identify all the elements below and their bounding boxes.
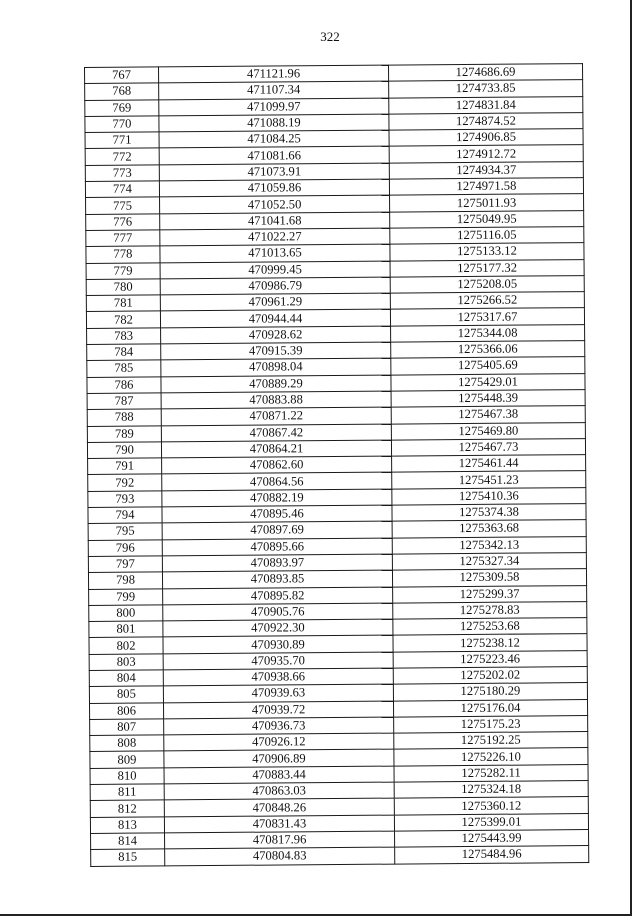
x-coordinate-cell: 470893.97 [162, 554, 392, 572]
x-coordinate-cell: 470939.72 [163, 701, 393, 719]
point-number-cell: 794 [88, 507, 162, 524]
x-coordinate-cell: 470915.39 [161, 342, 391, 360]
x-coordinate-cell: 470882.19 [162, 489, 392, 507]
y-coordinate-cell: 1275282.11 [394, 764, 588, 782]
point-number-cell: 793 [88, 491, 162, 508]
y-coordinate-cell: 1275342.13 [392, 536, 586, 554]
y-coordinate-cell: 1275405.69 [391, 357, 585, 375]
y-coordinate-cell: 1275366.06 [391, 341, 585, 359]
x-coordinate-cell: 471041.68 [160, 212, 390, 230]
y-coordinate-cell: 1275049.95 [390, 210, 584, 228]
point-number-cell: 773 [85, 165, 159, 182]
x-coordinate-cell: 470897.69 [162, 521, 392, 539]
x-coordinate-cell: 470935.70 [163, 652, 393, 670]
point-number-cell: 782 [86, 311, 160, 328]
point-number-cell: 796 [88, 540, 162, 557]
y-coordinate-cell: 1275176.04 [393, 699, 587, 717]
y-coordinate-cell: 1274971.58 [389, 178, 583, 196]
x-coordinate-cell: 471073.91 [159, 163, 389, 181]
x-coordinate-cell: 470895.66 [162, 538, 392, 556]
x-coordinate-cell: 470817.96 [165, 831, 395, 849]
y-coordinate-cell: 1275410.36 [392, 487, 586, 505]
point-number-cell: 797 [88, 556, 162, 573]
x-coordinate-cell: 470862.60 [162, 456, 392, 474]
point-number-cell: 775 [86, 197, 160, 214]
point-number-cell: 811 [90, 784, 164, 801]
y-coordinate-cell: 1275399.01 [394, 813, 588, 831]
point-number-cell: 804 [89, 670, 163, 687]
point-number-cell: 805 [89, 686, 163, 703]
point-number-cell: 806 [89, 702, 163, 719]
y-coordinate-cell: 1274831.84 [389, 96, 583, 114]
point-number-cell: 795 [88, 523, 162, 540]
y-coordinate-cell: 1275133.12 [390, 243, 584, 261]
coordinates-table [84, 63, 589, 866]
x-coordinate-cell: 470804.83 [165, 847, 395, 865]
point-number-cell: 801 [89, 621, 163, 638]
point-number-cell: 807 [90, 719, 164, 736]
point-number-cell: 778 [86, 246, 160, 263]
y-coordinate-cell: 1275175.23 [394, 715, 588, 733]
y-coordinate-cell: 1274906.85 [389, 129, 583, 147]
point-number-cell: 769 [85, 100, 159, 117]
y-coordinate-cell: 1275011.93 [390, 194, 584, 212]
point-number-cell: 784 [87, 344, 161, 361]
point-number-cell: 779 [86, 262, 160, 279]
point-number-cell: 808 [90, 735, 164, 752]
y-coordinate-cell: 1275116.05 [390, 227, 584, 245]
y-coordinate-cell: 1275177.32 [390, 259, 584, 277]
y-coordinate-cell: 1275180.29 [393, 683, 587, 701]
point-number-cell: 777 [86, 230, 160, 247]
x-coordinate-cell: 470928.62 [161, 326, 391, 344]
y-coordinate-cell: 1275327.34 [392, 552, 586, 570]
point-number-cell: 792 [88, 474, 162, 491]
point-number-cell: 776 [86, 214, 160, 231]
x-coordinate-cell: 470898.04 [161, 358, 391, 376]
point-number-cell: 780 [86, 279, 160, 296]
y-coordinate-cell: 1275448.39 [391, 390, 585, 408]
point-number-cell: 809 [90, 751, 164, 768]
y-coordinate-cell: 1275317.67 [390, 308, 584, 326]
y-coordinate-cell: 1275208.05 [390, 275, 584, 293]
point-number-cell: 791 [88, 458, 162, 475]
x-coordinate-cell: 470922.30 [163, 619, 393, 637]
y-coordinate-cell: 1275238.12 [393, 634, 587, 652]
point-number-cell: 787 [87, 393, 161, 410]
point-number-cell: 768 [85, 83, 159, 100]
point-number-cell: 812 [90, 800, 164, 817]
x-coordinate-cell: 470936.73 [164, 717, 394, 735]
x-coordinate-cell: 470926.12 [164, 733, 394, 751]
y-coordinate-cell: 1275309.58 [392, 569, 586, 587]
x-coordinate-cell: 471052.50 [160, 195, 390, 213]
x-coordinate-cell: 471084.25 [159, 130, 389, 148]
y-coordinate-cell: 1274733.85 [389, 80, 583, 98]
point-number-cell: 814 [91, 833, 165, 850]
x-coordinate-cell: 470930.89 [163, 635, 393, 653]
x-coordinate-cell: 470871.22 [161, 407, 391, 425]
x-coordinate-cell: 470893.85 [162, 570, 392, 588]
y-coordinate-cell: 1274934.37 [389, 161, 583, 179]
x-coordinate-cell: 470961.29 [160, 293, 390, 311]
point-number-cell: 781 [86, 295, 160, 312]
y-coordinate-cell: 1275467.38 [391, 406, 585, 424]
y-coordinate-cell: 1275192.25 [394, 732, 588, 750]
y-coordinate-cell: 1275363.68 [392, 520, 586, 538]
point-number-cell: 802 [89, 637, 163, 654]
point-number-cell: 770 [85, 116, 159, 133]
coordinates-table-container [84, 63, 588, 866]
point-number-cell: 786 [87, 377, 161, 394]
y-coordinate-cell: 1275223.46 [393, 650, 587, 668]
page-number: 322 [320, 29, 340, 44]
y-coordinate-cell: 1275344.08 [391, 324, 585, 342]
x-coordinate-cell: 470864.56 [162, 473, 392, 491]
x-coordinate-cell: 470864.21 [161, 440, 391, 458]
x-coordinate-cell: 470883.88 [161, 391, 391, 409]
y-coordinate-cell: 1275467.73 [391, 438, 585, 456]
y-coordinate-cell: 1275324.18 [394, 781, 588, 799]
x-coordinate-cell: 471088.19 [159, 114, 389, 132]
y-coordinate-cell: 1275360.12 [394, 797, 588, 815]
x-coordinate-cell: 470889.29 [161, 375, 391, 393]
point-number-cell: 813 [90, 817, 164, 834]
x-coordinate-cell: 470831.43 [164, 815, 394, 833]
point-number-cell: 790 [87, 442, 161, 459]
x-coordinate-cell: 471107.34 [159, 81, 389, 99]
y-coordinate-cell: 1274686.69 [388, 64, 582, 82]
x-coordinate-cell: 470905.76 [163, 603, 393, 621]
x-coordinate-cell: 470883.44 [164, 766, 394, 784]
coordinates-table-body [85, 64, 589, 866]
y-coordinate-cell: 1275202.02 [393, 667, 587, 685]
point-number-cell: 798 [88, 572, 162, 589]
y-coordinate-cell: 1275266.52 [390, 292, 584, 310]
x-coordinate-cell: 470906.89 [164, 750, 394, 768]
x-coordinate-cell: 470944.44 [160, 310, 390, 328]
x-coordinate-cell: 471099.97 [159, 98, 389, 116]
y-coordinate-cell: 1275226.10 [394, 748, 588, 766]
y-coordinate-cell: 1274874.52 [389, 112, 583, 130]
point-number-cell: 772 [85, 148, 159, 165]
y-coordinate-cell: 1275469.80 [391, 422, 585, 440]
x-coordinate-cell: 471121.96 [159, 65, 389, 83]
point-number-cell: 774 [85, 181, 159, 198]
point-number-cell: 785 [87, 360, 161, 377]
point-number-cell: 800 [89, 605, 163, 622]
x-coordinate-cell: 470895.46 [162, 505, 392, 523]
x-coordinate-cell: 471013.65 [160, 244, 390, 262]
y-coordinate-cell: 1274912.72 [389, 145, 583, 163]
x-coordinate-cell: 470895.82 [163, 587, 393, 605]
point-number-cell: 815 [91, 849, 165, 866]
y-coordinate-cell: 1275299.37 [393, 585, 587, 603]
y-coordinate-cell: 1275451.23 [392, 471, 586, 489]
x-coordinate-cell: 471081.66 [159, 147, 389, 165]
x-coordinate-cell: 470938.66 [163, 668, 393, 686]
y-coordinate-cell: 1275443.99 [395, 830, 589, 848]
y-coordinate-cell: 1275484.96 [395, 846, 589, 864]
y-coordinate-cell: 1275461.44 [392, 455, 586, 473]
point-number-cell: 771 [85, 132, 159, 149]
point-number-cell: 783 [87, 328, 161, 345]
point-number-cell: 810 [90, 768, 164, 785]
x-coordinate-cell: 470863.03 [164, 782, 394, 800]
x-coordinate-cell: 471022.27 [160, 228, 390, 246]
x-coordinate-cell: 470939.63 [163, 684, 393, 702]
point-number-cell: 789 [87, 425, 161, 442]
x-coordinate-cell: 470848.26 [164, 798, 394, 816]
y-coordinate-cell: 1275429.01 [391, 373, 585, 391]
point-number-cell: 803 [89, 654, 163, 671]
y-coordinate-cell: 1275374.38 [392, 504, 586, 522]
point-number-cell: 799 [89, 588, 163, 605]
table-row [91, 846, 589, 866]
x-coordinate-cell: 470986.79 [160, 277, 390, 295]
point-number-cell: 788 [87, 409, 161, 426]
point-number-cell: 767 [85, 67, 159, 84]
y-coordinate-cell: 1275278.83 [393, 601, 587, 619]
x-coordinate-cell: 470999.45 [160, 261, 390, 279]
x-coordinate-cell: 470867.42 [161, 424, 391, 442]
y-coordinate-cell: 1275253.68 [393, 618, 587, 636]
x-coordinate-cell: 471059.86 [159, 179, 389, 197]
